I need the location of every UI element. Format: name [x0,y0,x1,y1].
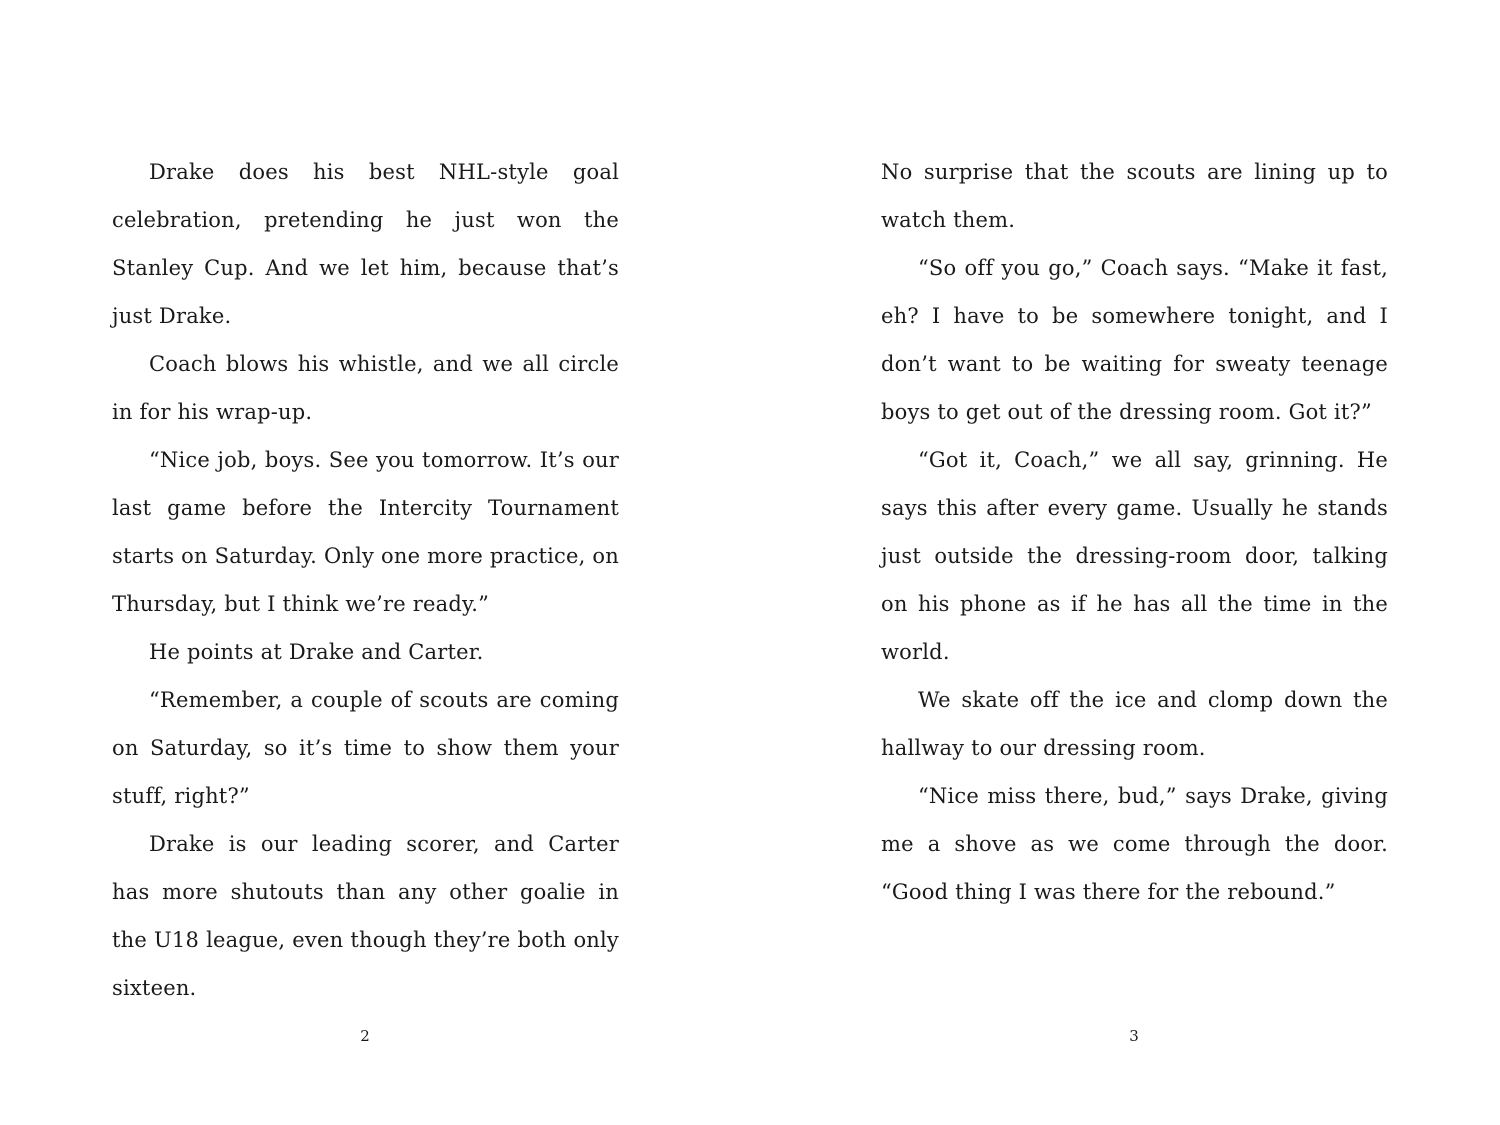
right-page-text [881,148,1388,916]
paragraph: “Got it, Coach,” we all say, grinning. He says this after every game. Usually he stands just outside the dressing-room door, talking on his phone as if he has all the time in the world. [881,448,1388,664]
paragraph: “Nice job, boys. See you tomorrow. It’s our last game before the Intercity Tournament starts on Saturday. Only one more practice, on Thursday, but I think we’re ready.” [112,448,619,616]
page-number: 2 [360,1027,370,1045]
paragraph: “Remember, a couple of scouts are coming on Saturday, so it’s time to show them your stuff, right?” [112,688,619,808]
paragraph: We skate off the ice and clomp down the hallway to our dressing room. [881,688,1388,760]
paragraph: No surprise that the scouts are lining up to watch them. [881,160,1388,232]
paragraph: Coach blows his whistle, and we all circle in for his wrap-up. [112,352,619,424]
paragraph: Drake does his best NHL-style goal celebration, pretending he just won the Stanley Cup. And we let him, because that’s just Drake. [112,160,619,328]
paragraph: “So off you go,” Coach says. “Make it fast, eh? I have to be somewhere tonight, and I don’t want to be waiting for sweaty teenage boys to get out of the dressing room. Got it?” [881,256,1388,424]
right-page [750,0,1500,1125]
paragraph: “Nice miss there, bud,” says Drake, giving me a shove as we come through the door. “Good thing I was there for the rebound.” [881,784,1388,904]
left-page-text [112,148,619,1012]
page-number: 3 [1129,1027,1139,1045]
paragraph: He points at Drake and Carter. [149,640,484,664]
paragraph: Drake is our leading scorer, and Carter has more shutouts than any other goalie in the U18 league, even though they’re both only sixteen. [112,832,619,1000]
